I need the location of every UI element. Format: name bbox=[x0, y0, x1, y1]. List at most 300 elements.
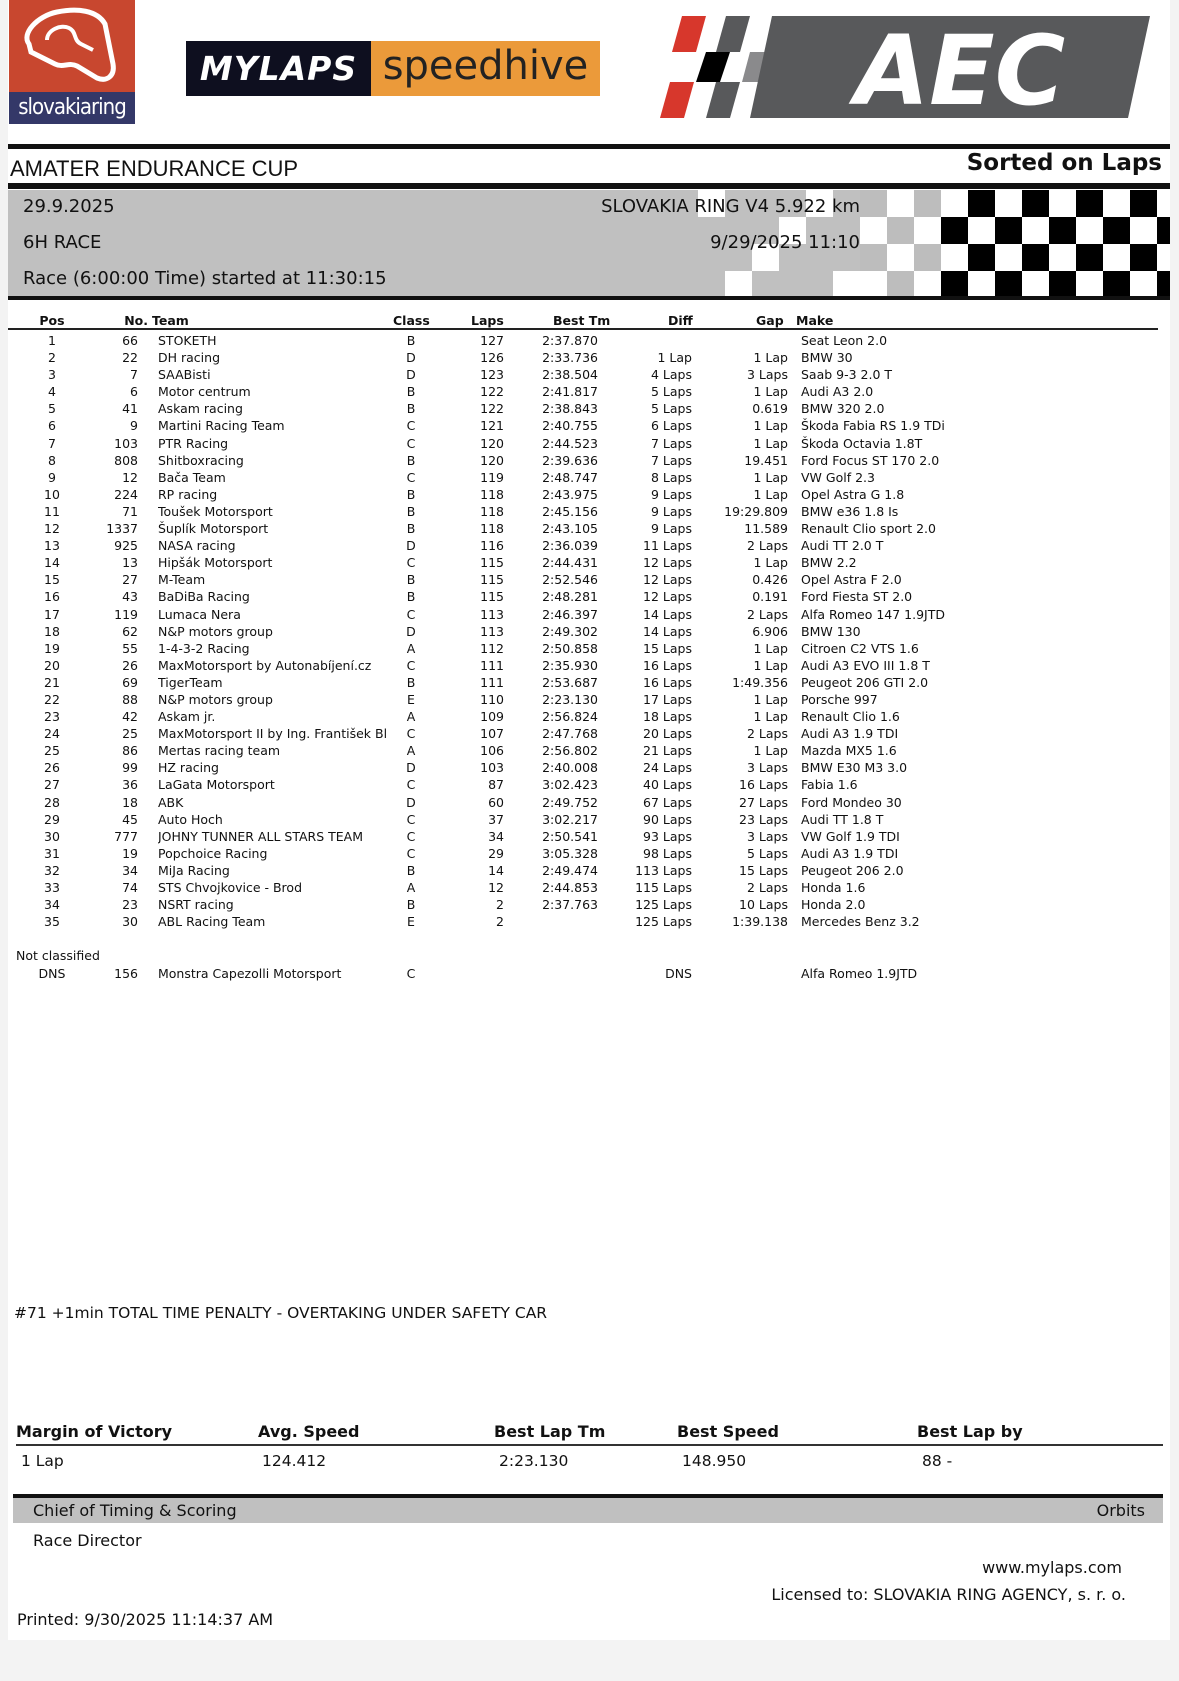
cell-class: C bbox=[406, 435, 416, 451]
cell-best: 2:46.397 bbox=[542, 606, 598, 622]
cell-pos: 7 bbox=[48, 435, 56, 451]
table-row bbox=[8, 845, 1158, 862]
cell-laps: 127 bbox=[480, 333, 504, 348]
cell-pos: 15 bbox=[44, 572, 60, 588]
checker-square bbox=[941, 190, 968, 217]
cell-class: C bbox=[406, 418, 416, 434]
mylaps-website[interactable]: www.mylaps.com bbox=[982, 1558, 1122, 1577]
cell-class: A bbox=[406, 880, 416, 895]
cell-laps: 115 bbox=[480, 555, 504, 571]
checker-square bbox=[941, 271, 968, 298]
cell-team: Shitboxracing bbox=[158, 452, 244, 468]
table-row bbox=[8, 503, 1158, 520]
cell-make: Renault Clio 1.6 bbox=[801, 709, 900, 725]
cell-gap: 1 Lap bbox=[753, 691, 788, 707]
cell-gap: 1 Lap bbox=[753, 657, 788, 673]
cell-team: TigerTeam bbox=[158, 674, 223, 690]
cell-best: 2:37.763 bbox=[542, 897, 598, 913]
table-row bbox=[8, 657, 1158, 674]
table-row bbox=[8, 435, 1158, 452]
cell-pos: 8 bbox=[48, 452, 56, 468]
mylaps-logo-text: MYLAPS bbox=[186, 41, 371, 96]
col-diff: Diff bbox=[668, 313, 693, 328]
checker-square bbox=[995, 244, 1022, 271]
cell-laps: 126 bbox=[480, 350, 504, 366]
cell-laps: 116 bbox=[480, 538, 504, 554]
cell-team: SAABisti bbox=[158, 367, 211, 383]
cell-laps: 122 bbox=[480, 384, 504, 400]
checker-square bbox=[887, 244, 914, 271]
slovakiaring-logo-track bbox=[9, 0, 135, 92]
cell-pos: 9 bbox=[48, 469, 56, 485]
cell-best: 2:49.752 bbox=[542, 794, 598, 810]
cell-diff: 90 Laps bbox=[643, 811, 692, 827]
cell-gap: 16 Laps bbox=[739, 777, 788, 793]
cell-team: M-Team bbox=[158, 572, 206, 588]
cell-class: B bbox=[406, 897, 416, 913]
cell-no: 23 bbox=[122, 897, 138, 913]
checker-square bbox=[860, 217, 887, 244]
table-row bbox=[8, 520, 1158, 537]
cell-laps: 106 bbox=[480, 743, 504, 759]
col-laps: Laps bbox=[471, 313, 504, 328]
cell-no: 86 bbox=[122, 743, 138, 759]
cell-diff: 5 Laps bbox=[651, 401, 692, 417]
cell-laps: 115 bbox=[480, 572, 504, 588]
cell-best: 2:39.636 bbox=[542, 452, 598, 468]
cell-team: HZ racing bbox=[158, 760, 219, 776]
checker-square bbox=[995, 217, 1022, 244]
cell-gap: 23 Laps bbox=[739, 811, 788, 827]
cell-laps: 29 bbox=[488, 845, 504, 861]
cell-no: 69 bbox=[122, 674, 138, 690]
checker-square bbox=[968, 190, 995, 217]
cell-best: 2:53.687 bbox=[542, 674, 598, 690]
track-info: SLOVAKIA RING V4 5.922 km bbox=[601, 196, 860, 217]
cell-best: 2:45.156 bbox=[542, 503, 598, 519]
cell-make: Honda 1.6 bbox=[801, 880, 866, 895]
cell-laps: 14 bbox=[488, 862, 504, 878]
cell-make: Ford Fiesta ST 2.0 bbox=[801, 589, 913, 605]
checker-square bbox=[1130, 217, 1157, 244]
cell-laps: 118 bbox=[480, 503, 504, 519]
cell-class: C bbox=[406, 555, 416, 571]
cell-best: 2:48.747 bbox=[542, 469, 598, 485]
cell-diff: 93 Laps bbox=[643, 828, 692, 844]
cell-make: Škoda Fabia RS 1.9 TDi bbox=[801, 418, 945, 434]
cell-make: Audi A3 EVO III 1.8 T bbox=[801, 657, 930, 673]
sort-label: Sorted on Laps bbox=[966, 150, 1162, 176]
cell-no: 45 bbox=[122, 811, 138, 827]
table-row bbox=[8, 794, 1158, 811]
cell-make: BMW e36 1.8 Is bbox=[801, 503, 899, 519]
checker-square bbox=[914, 217, 941, 244]
session-name: 6H RACE bbox=[23, 232, 102, 253]
infobar-top-rule bbox=[8, 183, 1170, 189]
cell-pos: 23 bbox=[44, 709, 60, 725]
table-row bbox=[8, 896, 1158, 913]
cell-gap: 19:29.809 bbox=[724, 503, 788, 519]
cell-make: Ford Focus ST 170 2.0 bbox=[801, 452, 940, 468]
cell-best: 2:43.975 bbox=[542, 486, 598, 502]
infobar-bottom-rule bbox=[8, 296, 1170, 300]
cell-no: 43 bbox=[122, 589, 138, 605]
cell-no: 7 bbox=[130, 367, 138, 383]
cell-no: 99 bbox=[122, 760, 138, 776]
checker-square bbox=[1022, 244, 1049, 271]
cell-class: D bbox=[406, 623, 416, 639]
cell-no: 26 bbox=[122, 657, 138, 673]
cell-make: BMW 30 bbox=[801, 350, 853, 366]
cell-laps: 111 bbox=[480, 674, 504, 690]
cell-pos: 18 bbox=[44, 623, 60, 639]
cell-pos: 17 bbox=[44, 606, 60, 622]
session-date: 29.9.2025 bbox=[23, 196, 115, 217]
event-title: AMATER ENDURANCE CUP bbox=[10, 156, 299, 181]
cell-diff: 125 Laps bbox=[635, 914, 692, 930]
checker-square bbox=[860, 244, 887, 271]
cell-no: 34 bbox=[122, 862, 138, 878]
cell-make: Audi TT 1.8 T bbox=[801, 811, 884, 827]
cell-class: B bbox=[406, 589, 416, 605]
cell-team: Bača Team bbox=[158, 469, 226, 485]
checker-square bbox=[833, 271, 860, 298]
cell-gap: 3 Laps bbox=[747, 828, 788, 844]
cell-laps: 118 bbox=[480, 521, 504, 537]
cell-diff: 9 Laps bbox=[651, 521, 692, 537]
checker-square bbox=[1076, 217, 1103, 244]
cell-class: C bbox=[406, 777, 416, 793]
checker-square bbox=[725, 271, 752, 298]
cell-no: 808 bbox=[114, 452, 138, 468]
col-gap: Gap bbox=[756, 313, 784, 328]
cell-pos: 24 bbox=[44, 726, 60, 742]
table-row bbox=[8, 537, 1158, 554]
cell-class: D bbox=[406, 794, 416, 810]
cell-laps: 122 bbox=[480, 401, 504, 417]
cell-gap: 1:49.356 bbox=[732, 674, 788, 690]
cell-pos: 6 bbox=[48, 418, 56, 434]
summary-best-lap-value: 2:23.130 bbox=[499, 1452, 569, 1470]
cell-class: B bbox=[406, 862, 416, 878]
cell-diff: 18 Laps bbox=[643, 709, 692, 725]
cell-make: BMW 2.2 bbox=[801, 555, 857, 571]
cell-gap: 0.619 bbox=[752, 401, 788, 417]
cell-best: 2:38.843 bbox=[542, 401, 598, 417]
checker-square bbox=[1130, 244, 1157, 271]
cell-pos: 16 bbox=[44, 589, 60, 605]
cell-no: 925 bbox=[114, 538, 138, 554]
cell-class: B bbox=[406, 572, 416, 588]
cell-diff: 15 Laps bbox=[643, 640, 692, 656]
cell-team: Lumaca Nera bbox=[158, 606, 241, 622]
cell-gap: 6.906 bbox=[752, 623, 788, 639]
cell-best: 2:56.802 bbox=[542, 743, 598, 759]
cell-no: 22 bbox=[122, 350, 138, 366]
cell-no: 18 bbox=[122, 794, 138, 810]
cell-diff: 4 Laps bbox=[651, 367, 692, 383]
checker-square bbox=[860, 190, 887, 217]
cell-diff: 98 Laps bbox=[643, 845, 692, 861]
cell-gap: 1 Lap bbox=[753, 555, 788, 571]
cell-gap: 3 Laps bbox=[747, 760, 788, 776]
table-row bbox=[8, 776, 1158, 793]
cell-team: MaxMotorsport by Autonabíjení.cz bbox=[158, 657, 372, 673]
cell-diff: 9 Laps bbox=[651, 503, 692, 519]
cell-best: 2:35.930 bbox=[542, 657, 598, 673]
cell-make: VW Golf 2.3 bbox=[801, 469, 875, 485]
penalty-note: #71 +1min TOTAL TIME PENALTY - OVERTAKING UNDER SAFETY CAR bbox=[14, 1304, 548, 1322]
slovakiaring-logo bbox=[9, 0, 135, 124]
summary-margin-label: Margin of Victory bbox=[16, 1422, 173, 1441]
cell-pos: 2 bbox=[48, 350, 56, 366]
cell-best: 2:41.817 bbox=[542, 384, 598, 400]
cell-best: 2:49.302 bbox=[542, 623, 598, 639]
cell-team: MaxMotorsport II by Ing. František Bl bbox=[158, 726, 388, 742]
checker-square bbox=[1130, 271, 1157, 298]
cell-pos: 3 bbox=[48, 367, 56, 383]
checker-square bbox=[1076, 190, 1103, 217]
cell-make: Škoda Octavia 1.8T bbox=[801, 435, 923, 451]
footer-bar bbox=[13, 1494, 1163, 1523]
table-row bbox=[8, 554, 1158, 571]
cell-make: Renault Clio sport 2.0 bbox=[801, 521, 936, 537]
col-team: Team bbox=[152, 313, 189, 328]
cell-make: BMW 130 bbox=[801, 623, 861, 639]
cell-laps: 12 bbox=[488, 880, 504, 895]
table-row bbox=[8, 606, 1158, 623]
cell-gap: 1 Lap bbox=[753, 384, 788, 400]
cell-gap: 1 Lap bbox=[753, 469, 788, 485]
cell-gap: 1 Lap bbox=[753, 435, 788, 451]
cell-gap: 1:39.138 bbox=[732, 914, 788, 930]
cell-diff: 40 Laps bbox=[643, 777, 692, 793]
cell-no: 1337 bbox=[106, 521, 138, 537]
checker-square bbox=[941, 217, 968, 244]
cell-no: 25 bbox=[122, 726, 138, 742]
cell-best: 2:49.474 bbox=[542, 862, 598, 878]
checker-square bbox=[995, 190, 1022, 217]
cell-make: Audi A3 2.0 bbox=[801, 384, 874, 400]
cell-class: C bbox=[406, 845, 416, 861]
aec-logo bbox=[660, 12, 1158, 122]
cell-best: 2:44.431 bbox=[542, 555, 598, 571]
table-row bbox=[8, 417, 1158, 434]
cell-gap: 1 Lap bbox=[753, 350, 788, 366]
cell-best: 2:40.755 bbox=[542, 418, 598, 434]
cell-team: N&P motors group bbox=[158, 691, 273, 707]
cell-team: Askam racing bbox=[158, 401, 243, 417]
cell-make: BMW E30 M3 3.0 bbox=[801, 760, 908, 776]
cell-gap: 15 Laps bbox=[739, 862, 788, 878]
cell-gap: 11.589 bbox=[744, 521, 788, 537]
cell-no: 12 bbox=[122, 469, 138, 485]
cell-team: ABK bbox=[158, 794, 184, 810]
cell-diff: 9 Laps bbox=[651, 486, 692, 502]
cell-diff: 8 Laps bbox=[651, 469, 692, 485]
summary-best-lap-by-label: Best Lap by bbox=[917, 1422, 1023, 1441]
summary-best-speed-value: 148.950 bbox=[682, 1452, 747, 1470]
cell-diff: 115 Laps bbox=[635, 880, 692, 895]
cell-pos: 1 bbox=[48, 333, 56, 348]
not-classified-row bbox=[8, 965, 1158, 982]
cell-make: Citroen C2 VTS 1.6 bbox=[801, 640, 919, 656]
col-make: Make bbox=[796, 313, 834, 328]
cell-class: D bbox=[406, 367, 416, 383]
cell-class: A bbox=[406, 743, 416, 759]
checker-square bbox=[1103, 271, 1130, 298]
cell-class: D bbox=[406, 350, 416, 366]
table-row bbox=[8, 811, 1158, 828]
cell-gap: 2 Laps bbox=[747, 538, 788, 554]
cell-no: 41 bbox=[122, 401, 138, 417]
results-page bbox=[8, 0, 1170, 1640]
col-best: Best Tm bbox=[553, 313, 611, 328]
cell-pos: DNS bbox=[38, 966, 66, 981]
table-row bbox=[8, 640, 1158, 657]
table-row bbox=[8, 469, 1158, 486]
cell-diff: 17 Laps bbox=[643, 691, 692, 707]
checker-square bbox=[1049, 244, 1076, 271]
cell-class: B bbox=[406, 521, 416, 537]
cell-class: C bbox=[406, 966, 416, 981]
cell-team: STS Chvojkovice - Brod bbox=[158, 880, 303, 895]
cell-team: STOKETH bbox=[158, 333, 217, 348]
cell-class: C bbox=[406, 828, 416, 844]
checker-square bbox=[1049, 271, 1076, 298]
cell-team: Popchoice Racing bbox=[158, 845, 268, 861]
table-row bbox=[8, 452, 1158, 469]
header-rule bbox=[8, 144, 1170, 149]
cell-best: 2:44.853 bbox=[542, 880, 598, 895]
cell-gap: 19.451 bbox=[744, 452, 788, 468]
cell-class: B bbox=[406, 486, 416, 502]
cell-pos: 34 bbox=[44, 897, 60, 913]
cell-pos: 11 bbox=[44, 503, 60, 519]
race-director: Race Director bbox=[33, 1531, 142, 1550]
cell-class: B bbox=[406, 333, 416, 348]
cell-make: Peugeot 206 GTI 2.0 bbox=[801, 674, 929, 690]
cell-diff: 14 Laps bbox=[643, 623, 692, 639]
cell-team: Motor centrum bbox=[158, 384, 251, 400]
checker-square bbox=[1049, 217, 1076, 244]
checker-square bbox=[1157, 217, 1170, 244]
summary-margin-value: 1 Lap bbox=[21, 1452, 64, 1470]
cell-no: 6 bbox=[130, 384, 138, 400]
table-row bbox=[8, 349, 1158, 366]
col-class: Class bbox=[393, 313, 430, 328]
cell-best: 2:52.546 bbox=[542, 572, 598, 588]
cell-pos: 32 bbox=[44, 862, 60, 878]
cell-gap: 1 Lap bbox=[753, 418, 788, 434]
checker-square bbox=[887, 271, 914, 298]
chief-of-timing: Chief of Timing & Scoring bbox=[33, 1501, 237, 1520]
cell-make: Mercedes Benz 3.2 bbox=[801, 914, 920, 930]
cell-diff: 12 Laps bbox=[643, 555, 692, 571]
col-pos: Pos bbox=[39, 313, 65, 328]
table-row bbox=[8, 879, 1158, 896]
cell-pos: 21 bbox=[44, 674, 60, 690]
cell-no: 55 bbox=[122, 640, 138, 656]
cell-pos: 30 bbox=[44, 828, 60, 844]
cell-no: 777 bbox=[114, 828, 138, 844]
table-row bbox=[8, 366, 1158, 383]
checker-square bbox=[1130, 190, 1157, 217]
cell-laps: 110 bbox=[480, 691, 504, 707]
checker-square bbox=[887, 190, 914, 217]
table-row bbox=[8, 332, 1158, 349]
cell-team: Monstra Capezolli Motorsport bbox=[158, 966, 342, 981]
cell-team: LaGata Motorsport bbox=[158, 777, 275, 793]
cell-laps: 60 bbox=[488, 794, 504, 810]
cell-best: 3:02.423 bbox=[542, 777, 598, 793]
summary-avg-speed-label: Avg. Speed bbox=[258, 1422, 360, 1441]
cell-gap: 1 Lap bbox=[753, 743, 788, 759]
table-row bbox=[8, 913, 1158, 930]
track-outline-icon bbox=[17, 4, 127, 88]
summary-avg-speed-value: 124.412 bbox=[262, 1452, 327, 1470]
cell-no: 103 bbox=[114, 435, 138, 451]
checker-square bbox=[1022, 190, 1049, 217]
cell-class: E bbox=[407, 691, 415, 707]
cell-no: 62 bbox=[122, 623, 138, 639]
cell-pos: 22 bbox=[44, 691, 60, 707]
summary-best-lap-label: Best Lap Tm bbox=[494, 1422, 606, 1441]
cell-team: DH racing bbox=[158, 350, 220, 366]
cell-best: 2:43.105 bbox=[542, 521, 598, 537]
cell-diff: 7 Laps bbox=[651, 452, 692, 468]
cell-best: 2:36.039 bbox=[542, 538, 598, 554]
slovakiaring-logo-text: slovakiaring bbox=[9, 92, 135, 124]
cell-class: B bbox=[406, 384, 416, 400]
license-info: Licensed to: SLOVAKIA RING AGENCY, s. r. o. bbox=[771, 1585, 1126, 1604]
cell-team: MiJa Racing bbox=[158, 862, 230, 878]
cell-class: B bbox=[406, 503, 416, 519]
cell-diff: 21 Laps bbox=[643, 743, 692, 759]
checker-square bbox=[914, 244, 941, 271]
cell-gap: 1 Lap bbox=[753, 486, 788, 502]
cell-pos: 4 bbox=[48, 384, 56, 400]
session-datetime: 9/29/2025 11:10 bbox=[710, 232, 860, 253]
cell-no: 74 bbox=[122, 880, 138, 895]
table-row bbox=[8, 588, 1158, 605]
cell-best: 3:02.217 bbox=[542, 811, 598, 827]
session-info-bar bbox=[8, 190, 1170, 298]
summary-header bbox=[16, 1422, 1163, 1446]
cell-diff: DNS bbox=[665, 966, 692, 981]
cell-make: Fabia 1.6 bbox=[801, 777, 858, 793]
mylaps-speedhive-logo bbox=[186, 41, 600, 96]
cell-best: 2:47.768 bbox=[542, 726, 598, 742]
printed-timestamp: Printed: 9/30/2025 11:14:37 AM bbox=[17, 1610, 274, 1629]
checker-square bbox=[914, 271, 941, 298]
cell-team: Hipšák Motorsport bbox=[158, 555, 273, 571]
cell-best: 2:50.858 bbox=[542, 640, 598, 656]
cell-class: C bbox=[406, 606, 416, 622]
cell-no: 19 bbox=[122, 845, 138, 861]
cell-make: Alfa Romeo 147 1.9JTD bbox=[801, 606, 945, 622]
cell-no: 156 bbox=[114, 966, 138, 981]
table-row bbox=[8, 383, 1158, 400]
checker-square bbox=[968, 271, 995, 298]
cell-laps: 121 bbox=[480, 418, 504, 434]
cell-pos: 20 bbox=[44, 657, 60, 673]
results-table-header bbox=[8, 313, 1158, 330]
cell-pos: 25 bbox=[44, 743, 60, 759]
table-row bbox=[8, 742, 1158, 759]
checker-square bbox=[1049, 190, 1076, 217]
cell-class: D bbox=[406, 538, 416, 554]
